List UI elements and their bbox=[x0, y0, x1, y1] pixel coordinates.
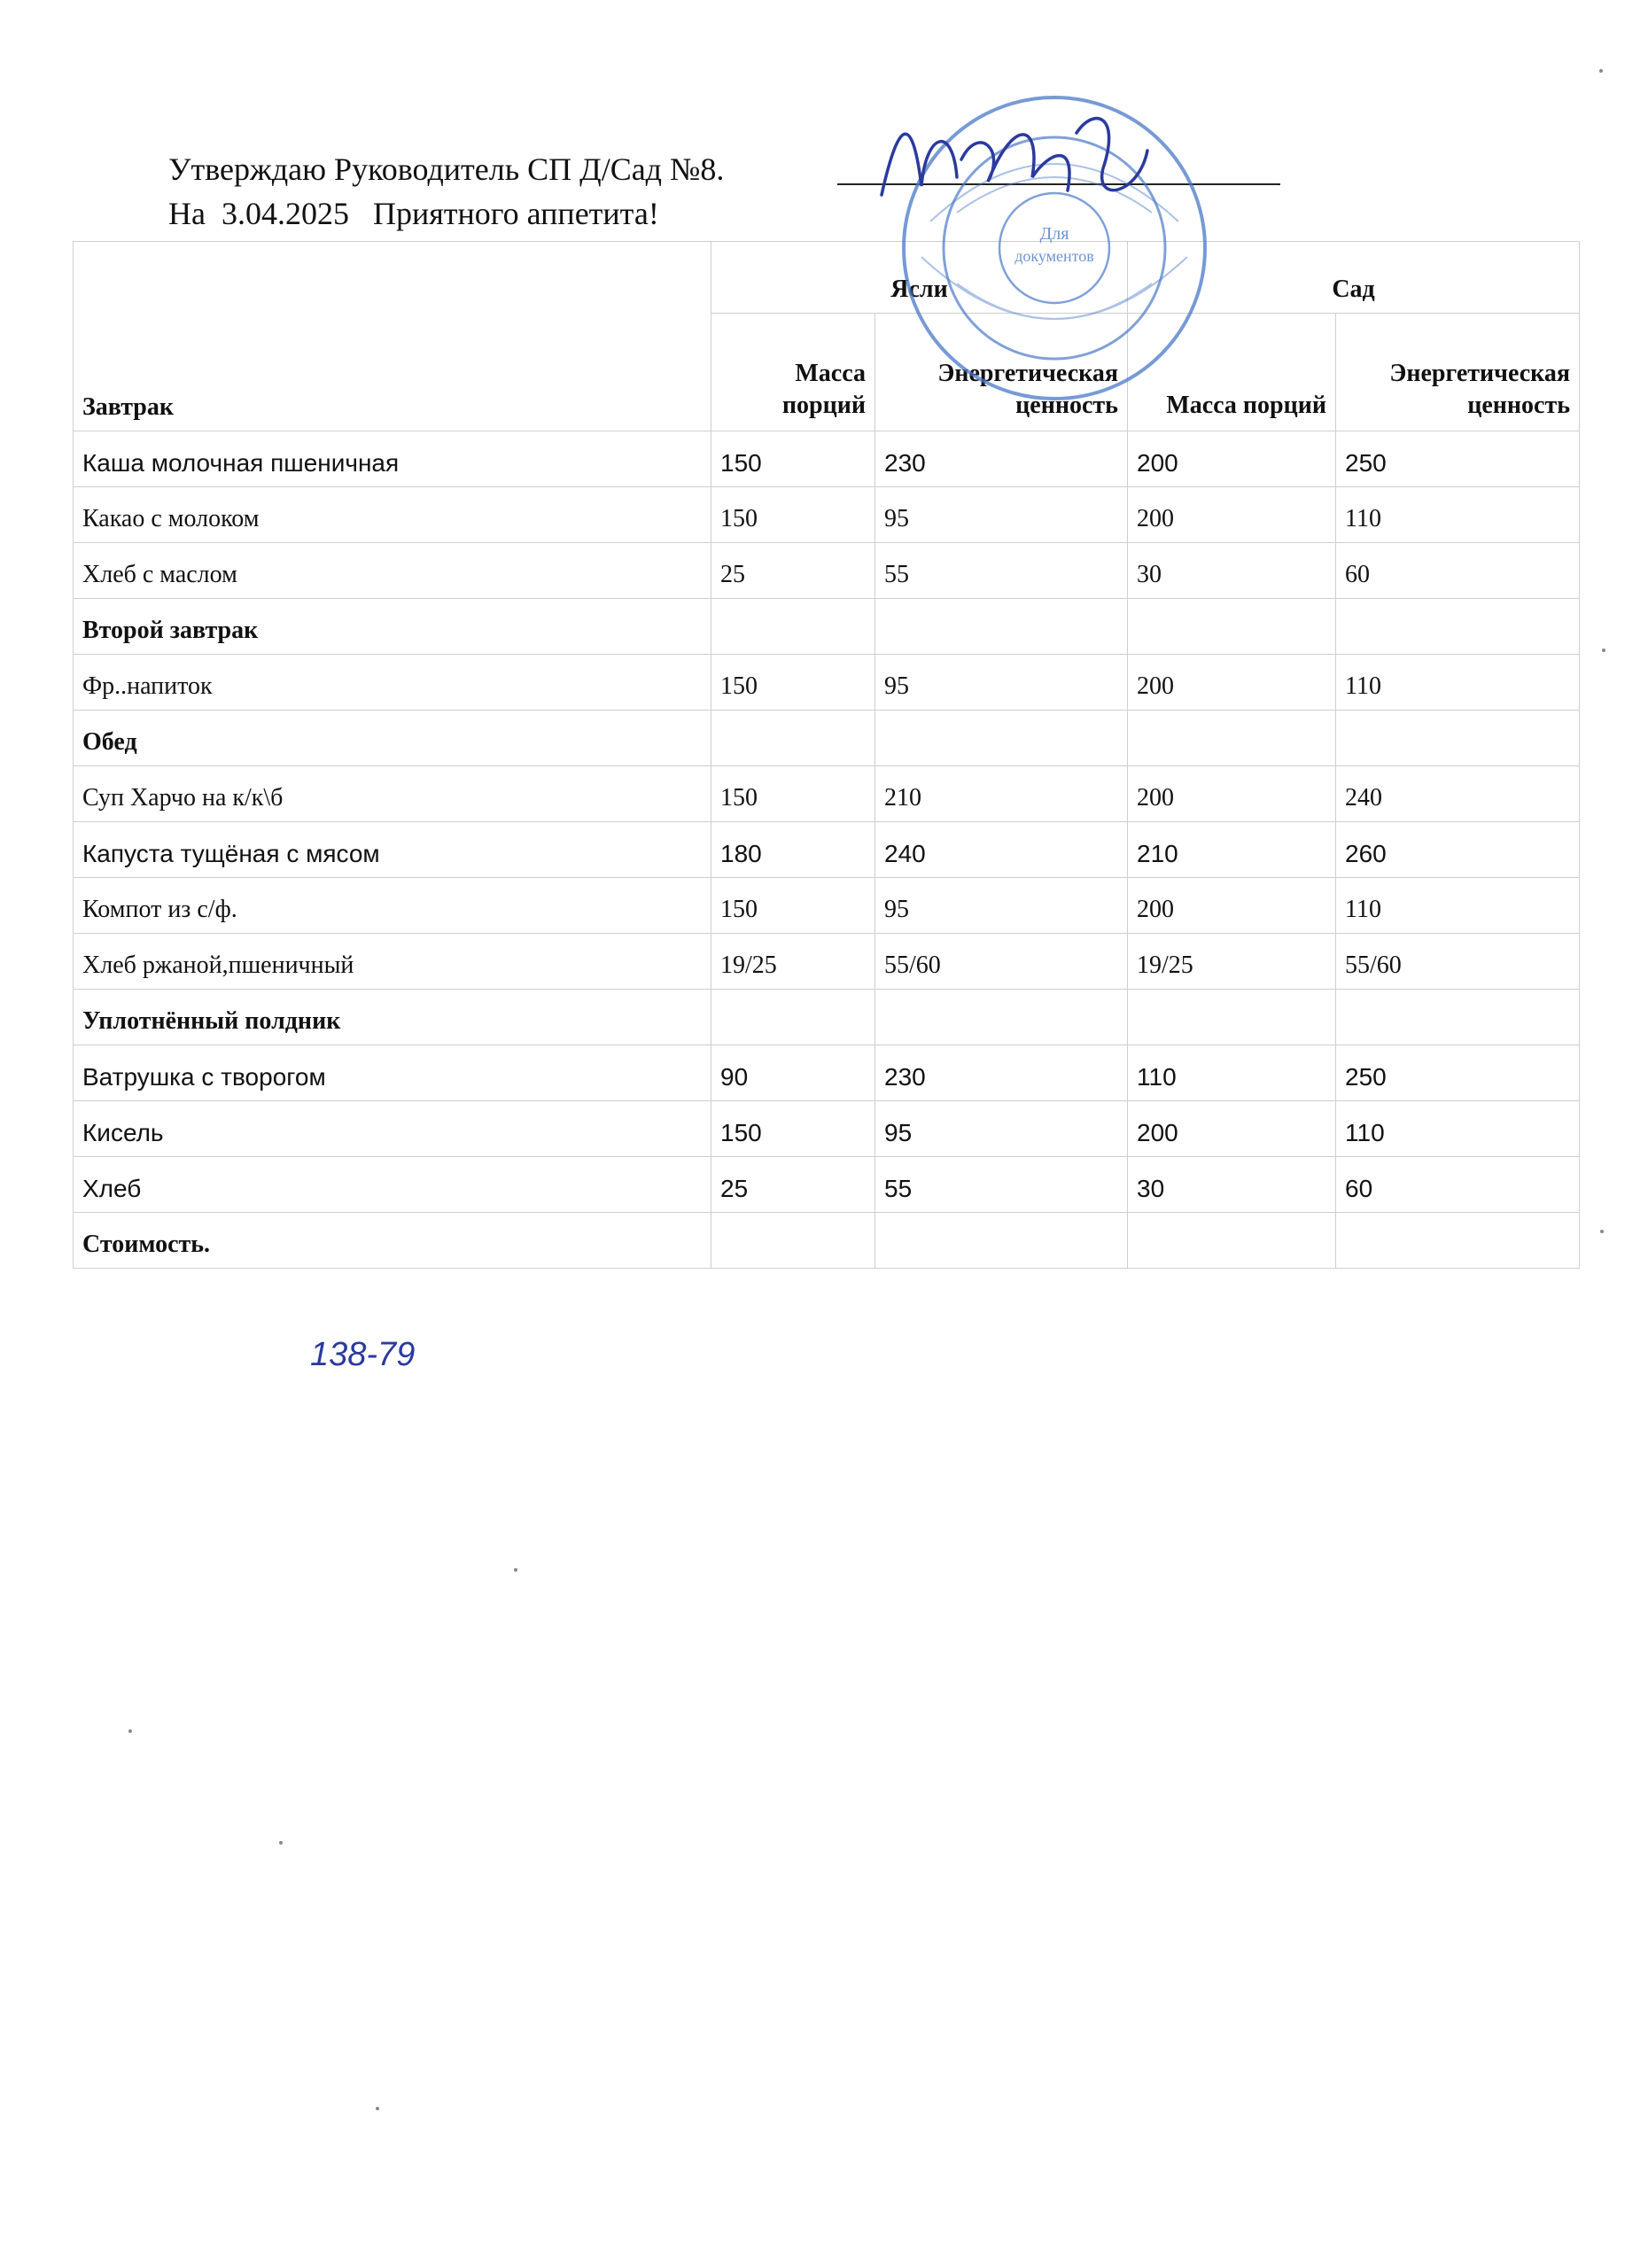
scan-speck bbox=[376, 2107, 379, 2110]
garden-energy-cell: 60 bbox=[1336, 543, 1580, 599]
subheader-mass: Масса порций bbox=[711, 314, 875, 431]
nursery-energy-cell: 240 bbox=[875, 822, 1128, 878]
subheader-mass: Масса порций bbox=[1128, 314, 1336, 431]
scan-speck bbox=[1599, 69, 1603, 73]
nursery-mass-cell: 150 bbox=[711, 431, 875, 487]
dish-name: Хлеб с маслом bbox=[74, 543, 711, 599]
nursery-mass-cell: 150 bbox=[711, 766, 875, 822]
scan-speck bbox=[279, 1841, 283, 1845]
signature bbox=[873, 97, 1156, 213]
nursery-mass-cell: 25 bbox=[711, 1157, 875, 1213]
garden-mass-cell: 30 bbox=[1128, 543, 1336, 599]
garden-energy-cell: 260 bbox=[1336, 822, 1580, 878]
garden-energy-cell bbox=[1336, 599, 1580, 655]
dish-name: Фр..напиток bbox=[74, 655, 711, 711]
nursery-energy-cell: 55 bbox=[875, 1157, 1128, 1213]
nursery-energy-cell: 55 bbox=[875, 543, 1128, 599]
dish-row bbox=[74, 878, 1580, 934]
nursery-energy-cell bbox=[875, 990, 1128, 1045]
dish-row bbox=[74, 655, 1580, 711]
garden-energy-cell bbox=[1336, 1213, 1580, 1269]
nursery-energy-cell bbox=[875, 599, 1128, 655]
subheader-energy: Энергетическая ценность bbox=[875, 314, 1128, 431]
garden-energy-cell: 250 bbox=[1336, 431, 1580, 487]
garden-energy-cell: 110 bbox=[1336, 655, 1580, 711]
nursery-energy-cell: 95 bbox=[875, 487, 1128, 543]
dish-name: Хлеб bbox=[74, 1157, 711, 1213]
section-row bbox=[74, 599, 1580, 655]
nursery-energy-cell: 55/60 bbox=[875, 934, 1128, 990]
garden-mass-cell: 30 bbox=[1128, 1157, 1336, 1213]
garden-mass-cell bbox=[1128, 711, 1336, 766]
dish-name: Суп Харчо на к/к\б bbox=[74, 766, 711, 822]
dish-name: Компот из с/ф. bbox=[74, 878, 711, 934]
nursery-mass-cell: 150 bbox=[711, 878, 875, 934]
subheader-energy: Энергетическая ценность bbox=[1336, 314, 1580, 431]
nursery-energy-cell bbox=[875, 1213, 1128, 1269]
garden-mass-cell: 200 bbox=[1128, 878, 1336, 934]
garden-energy-cell: 60 bbox=[1336, 1157, 1580, 1213]
group-nursery: Ясли bbox=[711, 242, 1128, 314]
dish-row bbox=[74, 1157, 1580, 1213]
nursery-energy-cell bbox=[875, 711, 1128, 766]
garden-mass-cell: 200 bbox=[1128, 1101, 1336, 1157]
scan-speck bbox=[1602, 649, 1605, 652]
nursery-energy-cell: 210 bbox=[875, 766, 1128, 822]
nursery-mass-cell: 19/25 bbox=[711, 934, 875, 990]
breakfast-header: Завтрак bbox=[74, 242, 711, 431]
dish-row bbox=[74, 934, 1580, 990]
svg-text:документов: документов bbox=[1014, 247, 1094, 265]
group-garden: Сад bbox=[1128, 242, 1580, 314]
nursery-mass-cell bbox=[711, 599, 875, 655]
section-row bbox=[74, 990, 1580, 1045]
garden-mass-cell: 210 bbox=[1128, 822, 1336, 878]
nursery-mass-cell bbox=[711, 990, 875, 1045]
nursery-mass-cell: 90 bbox=[711, 1045, 875, 1101]
garden-mass-cell: 19/25 bbox=[1128, 934, 1336, 990]
garden-energy-cell: 110 bbox=[1336, 878, 1580, 934]
svg-text:Для: Для bbox=[1039, 224, 1069, 244]
section-title: Стоимость. bbox=[74, 1213, 711, 1269]
nursery-energy-cell: 230 bbox=[875, 1045, 1128, 1101]
nursery-mass-cell bbox=[711, 1213, 875, 1269]
dish-name: Капуста тущёная с мясом bbox=[74, 822, 711, 878]
garden-energy-cell: 250 bbox=[1336, 1045, 1580, 1101]
section-title: Обед bbox=[74, 711, 711, 766]
dish-row bbox=[74, 543, 1580, 599]
dish-name: Хлеб ржаной,пшеничный bbox=[74, 934, 711, 990]
garden-mass-cell: 200 bbox=[1128, 487, 1336, 543]
garden-mass-cell: 200 bbox=[1128, 655, 1336, 711]
menu-table bbox=[73, 241, 1580, 1269]
section-row bbox=[74, 711, 1580, 766]
garden-energy-cell: 55/60 bbox=[1336, 934, 1580, 990]
nursery-energy-cell: 95 bbox=[875, 1101, 1128, 1157]
dish-row bbox=[74, 487, 1580, 543]
garden-mass-cell bbox=[1128, 1213, 1336, 1269]
nursery-mass-cell: 150 bbox=[711, 1101, 875, 1157]
approval-line: Утверждаю Руководитель СП Д/Сад №8. bbox=[168, 151, 725, 187]
garden-energy-cell: 240 bbox=[1336, 766, 1580, 822]
dish-name: Какао с молоком bbox=[74, 487, 711, 543]
garden-energy-cell bbox=[1336, 711, 1580, 766]
dish-name: Каша молочная пшеничная bbox=[74, 431, 711, 487]
garden-energy-cell bbox=[1336, 990, 1580, 1045]
nursery-energy-cell: 230 bbox=[875, 431, 1128, 487]
dish-row bbox=[74, 822, 1580, 878]
nursery-mass-cell: 180 bbox=[711, 822, 875, 878]
nursery-energy-cell: 95 bbox=[875, 655, 1128, 711]
nursery-mass-cell: 25 bbox=[711, 543, 875, 599]
garden-mass-cell bbox=[1128, 599, 1336, 655]
garden-mass-cell bbox=[1128, 990, 1336, 1045]
dish-name: Ватрушка с творогом bbox=[74, 1045, 711, 1101]
nursery-mass-cell: 150 bbox=[711, 655, 875, 711]
garden-energy-cell: 110 bbox=[1336, 1101, 1580, 1157]
dish-row bbox=[74, 766, 1580, 822]
scan-speck bbox=[514, 1568, 517, 1572]
section-title: Второй завтрак bbox=[74, 599, 711, 655]
garden-mass-cell: 200 bbox=[1128, 431, 1336, 487]
dish-row bbox=[74, 1101, 1580, 1157]
section-title: Уплотнённый полдник bbox=[74, 990, 711, 1045]
nursery-mass-cell: 150 bbox=[711, 487, 875, 543]
section-row bbox=[74, 1213, 1580, 1269]
garden-mass-cell: 110 bbox=[1128, 1045, 1336, 1101]
nursery-mass-cell bbox=[711, 711, 875, 766]
handwritten-cost: 138-79 bbox=[310, 1336, 416, 1373]
nursery-energy-cell: 95 bbox=[875, 878, 1128, 934]
scan-speck bbox=[1600, 1230, 1604, 1233]
garden-energy-cell: 110 bbox=[1336, 487, 1580, 543]
garden-mass-cell: 200 bbox=[1128, 766, 1336, 822]
scan-speck bbox=[128, 1729, 132, 1733]
dish-row bbox=[74, 431, 1580, 487]
dish-name: Кисель bbox=[74, 1101, 711, 1157]
date-line: На 3.04.2025 Приятного аппетита! bbox=[168, 196, 659, 231]
dish-row bbox=[74, 1045, 1580, 1101]
